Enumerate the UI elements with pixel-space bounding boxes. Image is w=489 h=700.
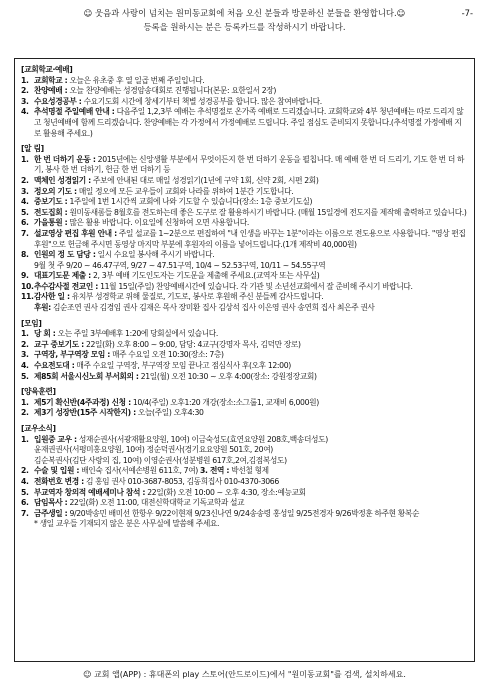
item-body	[34, 445, 468, 456]
item-label: 교회학교 :	[34, 75, 68, 85]
item-label: 금주생일 :	[34, 508, 68, 518]
item-body	[34, 107, 468, 139]
item-number: 9.	[21, 271, 29, 281]
item-body	[34, 340, 468, 351]
announcements-content	[21, 65, 468, 655]
item-label: 추석명절 주일예배 안내 :	[34, 107, 115, 117]
item-body	[34, 187, 468, 198]
item-number: 4.	[21, 107, 29, 117]
item-text: 많은 활용 바랍니다. 이요일에 신청하여 오면 사용합니다.	[69, 218, 249, 228]
item-number: 3.	[21, 350, 29, 360]
section-heading: [알 림]	[21, 144, 44, 154]
item-number: 7.	[21, 228, 29, 238]
announcement-item	[21, 329, 468, 340]
section-heading: [교회학교·예배]	[21, 65, 73, 74]
item-label: 수요성경공부 :	[34, 96, 82, 106]
item-label: 정오의 기도 :	[34, 186, 77, 196]
section-heading: [양육훈련]	[21, 387, 56, 397]
register-line: 등록을 원하시는 분은 등록카드를 작성하시기 바랍니다.	[143, 22, 346, 32]
announcement-item	[21, 187, 468, 198]
item-body	[34, 456, 468, 467]
item-body	[34, 86, 468, 97]
item-text: 성재순권사(서광재활요양원, 10여) 이금숙성도(효연요양원 208호,백송더성도)	[78, 434, 328, 444]
item-label: 제85회 서울시신노회 부서회의 :	[34, 371, 139, 381]
item-body	[34, 155, 468, 176]
section-heading: [교우소식]	[21, 424, 56, 433]
item-number: 8.	[21, 250, 29, 260]
item-label: 맥체인 성경읽기 :	[34, 175, 91, 185]
item-body	[34, 250, 468, 261]
item-label: 설교영상 편집 후원 안내 :	[34, 228, 117, 238]
item-label: 중보기도 :	[34, 197, 68, 207]
item-number	[21, 519, 34, 530]
announcement-item	[21, 372, 468, 383]
item-body	[34, 498, 468, 509]
announcement-item	[21, 509, 468, 520]
item-text: 22일(화) 오전 11:00, 대전신학대학교 기독교학과 설교	[69, 498, 245, 508]
item-label: 담임목사 :	[34, 498, 68, 508]
item-number: 2.	[21, 86, 29, 96]
item-text: 주보에 안내된 대로 매일 성경읽기(1년에 구약 1회, 신약 2회, 시편 2회)	[93, 175, 319, 185]
item-body	[34, 488, 468, 499]
item-number: 5.	[21, 371, 29, 381]
item-text: 오늘은 유초중 후 열 일곱 번째 주일입니다.	[69, 75, 205, 85]
item-number: 1.	[21, 397, 29, 407]
item-label: 구역장, 부구역장 모임 :	[34, 350, 110, 360]
section-heading: [모임]	[21, 318, 42, 328]
item-number: 6.	[21, 498, 29, 508]
item-number: 1.	[21, 329, 29, 339]
item-text: 오늘(주일) 오후4:30	[137, 408, 204, 418]
item-body	[34, 398, 468, 409]
item-body	[34, 208, 468, 219]
item-number: 2.	[21, 408, 29, 418]
item-text: 다음주일 1,2,3부 예배는 추석명절로 온가족 예배로 드리겠습니다. 교회학교와 4부 청년예배는 따로 드리지 않고 청년예배에 함께 드리겠습니다. 찬양예배는 각 가정에서 가정예배로 드립니다. 주일 점심도 준비되지 못합니다.(추석명절 가정예배 지로 활용해 주세요.)	[34, 107, 464, 138]
item-text: 22일(화) 오전 10:00 ~ 오후 4:30, 장소:예능교회	[147, 487, 306, 497]
item-text: 수요기도회 시간에 창세기부터 책별 성경공부를 합니다. 많은 참여바랍니다.	[83, 96, 322, 106]
item-number: 3.	[21, 186, 29, 196]
announcement-item	[21, 176, 468, 187]
item-text: 원미동새롬들 8월호를 전도하는데 좋은 도구로 잘 활용하시기 바랍니다. (매월 15일경에 전도지를 제작해 출력하고 있습니다.)	[69, 207, 467, 217]
item-text: 매주 수요일 구역장, 부구역장 모임 끝나고 점심식사 후(오후 12:00)	[76, 361, 291, 371]
item-label: 전도집회 :	[34, 207, 68, 217]
announcement-item	[21, 456, 468, 467]
item-text: 11월 15일(주일) 찬양예배시간에 있습니다. 각 기관 및 소년선교회에서 잘 준비해 주시기 바랍니다.	[100, 281, 413, 291]
announcement-item	[21, 107, 468, 139]
item-label: 제3기 성장반(15주 시작한지) :	[34, 408, 136, 418]
item-body	[34, 197, 468, 208]
announcement-item	[21, 466, 468, 477]
announcement-item	[21, 229, 468, 250]
item-text: * 생일 교우들 기재되지 않은 분은 사무실에 말씀해 주세요.	[34, 519, 220, 529]
item-extra-text: 박선철 형제	[231, 466, 269, 476]
item-label: 후원:	[34, 303, 51, 313]
item-body	[34, 329, 468, 340]
item-body	[34, 361, 468, 372]
item-number	[21, 456, 34, 467]
announcement-item	[21, 361, 468, 372]
item-label: 찬양예배 :	[34, 86, 68, 96]
item-number: 4.	[21, 361, 29, 371]
item-text: 1주일에 1번 1시간씩 교회에 나와 기도할 수 있습니다(장소: 1층 중보기도실)	[69, 197, 313, 207]
item-number: 4.	[21, 197, 29, 207]
item-number: 1.	[21, 434, 29, 444]
announcement-item	[21, 271, 468, 282]
announcement-item	[21, 519, 468, 530]
item-text: 윤재권권사(서평미홍요양원, 10여) 정순덕권사(경기요요양원 501호, 20여)	[34, 445, 273, 455]
item-body	[34, 466, 468, 477]
item-text: 2015년에는 신앙생활 부분에서 무엇이든지 한 번 더하기 운동을 펼칩니다. 매 예배 한 번 더 드리기, 기도 한 번 더 하기, 봉사 한 번 더하기, 헌금 한 번 더하기 등	[34, 154, 465, 175]
item-text: 일시 수요일 봉사해 주시기 바랍니다.	[97, 250, 215, 260]
announcement-item	[21, 261, 468, 272]
item-text: 오늘 찬양예배는 성경암송대회로 진행됩니다(본문: 요한일서 2장)	[69, 86, 276, 96]
item-label: 교구 중보기도 :	[34, 339, 84, 349]
item-body	[34, 261, 468, 272]
announcement-item	[21, 208, 468, 219]
item-body	[34, 271, 468, 282]
announcement-item	[21, 350, 468, 361]
item-body	[34, 176, 468, 187]
item-label: 부교역자 창의적 예배세미나 참석 :	[34, 487, 146, 497]
announcement-item	[21, 445, 468, 456]
item-body	[34, 303, 468, 314]
item-text: 주일 설교를 1~2분으로 편집하여 "내 인생을 바꾸는 1분"이라는 이름으로 전도용으로 사용합니다. "영상 편집 후원"으로 헌금해 주시면 동영상 마지막 부분에 후원자의 이름을 넣어드립니다.(1개 제작비 40,000원)	[34, 228, 466, 249]
announcements-box	[14, 58, 475, 662]
item-number: 2.	[21, 339, 29, 349]
item-label: 입원중 교우 :	[34, 434, 77, 444]
item-text: 김순복권사(김단 사랑의 집, 10여) 이영순권사(성분병원 617호,2여,김점복성도)	[34, 455, 287, 465]
item-text: 매주 수요일 오전 10:30(장소: 7층)	[112, 350, 224, 360]
item-text: 22일(화) 오후 8:00 ~ 9:00, 담당: 4교구(강명자 목사, 김덕만 장로)	[85, 339, 301, 349]
item-body	[34, 477, 468, 488]
item-text: 오는 주일 3부예배후 1:20에 당회실에서 있습니다.	[57, 329, 218, 339]
announcement-item	[21, 477, 468, 488]
item-body	[34, 282, 468, 293]
item-extra-label: 3. 전역 :	[200, 466, 230, 476]
announcement-item	[21, 292, 468, 303]
item-number: 11.	[21, 292, 34, 302]
announcement-item	[21, 86, 468, 97]
item-number: 1.	[21, 154, 29, 164]
page-header	[12, 6, 477, 34]
item-text: 9월 첫 주 9/20 ~ 46.47구역, 9/27 ~ 47.51구역, 10/4 ~ 52.53구역, 10/11 ~ 54.55구역	[34, 260, 326, 270]
announcement-item	[21, 435, 468, 446]
announcement-item	[21, 250, 468, 261]
announcement-item	[21, 303, 468, 314]
item-label: 당 회 :	[34, 329, 56, 339]
item-body	[34, 509, 468, 520]
item-text: 배인숙 집사(서예손병원 611호, 7여)	[81, 466, 198, 476]
item-body	[34, 76, 468, 87]
item-label: 가을통원 :	[34, 218, 68, 228]
welcome-line: ☺ 웃음과 사랑이 넘치는 원미동교회에 처음 오신 분들과 방문하신 분들을 환영합니다.☺	[83, 8, 406, 18]
item-label: 전화번호 변경 :	[34, 476, 84, 486]
footer-app-notice: ☺ 교회 앱(APP) : 휴대폰의 play 스토어(안드로이드)에서 "원미동교회"를 검색, 설치하세요.	[83, 670, 406, 679]
item-number: 2.	[21, 466, 29, 476]
announcement-item	[21, 398, 468, 409]
item-label: 대표기도문 제출 :	[34, 271, 91, 281]
announcement-item	[21, 97, 468, 108]
item-text: 매일 정오에 모든 교우들이 교회와 나라를 위하여 1분간 기도합니다.	[78, 186, 294, 196]
item-number: 2.	[21, 175, 29, 185]
item-text: 9/20박송민 배미선 한항우 9/22이현재 9/23신나연 9/24송송령 홍성일 9/25전경자 9/26박정훈 하주현 황복순	[69, 508, 420, 518]
item-number: 5.	[21, 207, 29, 217]
item-label: 감사한 일 :	[34, 292, 70, 302]
item-number: 3.	[21, 96, 29, 106]
item-body	[34, 350, 468, 361]
item-body	[34, 218, 468, 229]
announcement-item	[21, 498, 468, 509]
item-number	[21, 445, 34, 456]
item-text: 2, 3부 예배 기도인도자는 기도문을 제출해 주세요.(교역자 또는 사무실)	[93, 271, 320, 281]
item-body	[34, 229, 468, 250]
page-number: -7-	[461, 8, 473, 18]
item-text: 유치부 성경학교 위해 물질로, 기도로, 봉사로 후원해 주신 분들께 감사드립니다.	[71, 292, 324, 302]
item-number: 10.	[21, 281, 34, 291]
announcement-item	[21, 218, 468, 229]
item-text: 김 홍임 권사 010-3687-8053, 김동희집사 010-4370-3066	[85, 476, 279, 486]
announcement-item	[21, 488, 468, 499]
item-body	[34, 292, 468, 303]
item-body	[34, 519, 468, 530]
announcement-item	[21, 282, 468, 293]
item-label: 수요전도대 :	[34, 361, 75, 371]
item-number	[21, 303, 34, 314]
item-label: 수술 및 입원 :	[34, 466, 80, 476]
item-body	[34, 435, 468, 446]
item-number: 6.	[21, 218, 29, 228]
item-number: 1.	[21, 75, 29, 85]
announcement-item	[21, 197, 468, 208]
announcement-item	[21, 340, 468, 351]
announcement-item	[21, 408, 468, 419]
item-text: 김순조연 권사 김경임 권사 김재은 목사 장미환 집사 김상석 집사 이은영 권사 송연희 집사 최은주 권사	[52, 303, 375, 313]
item-body	[34, 372, 468, 383]
item-number	[21, 261, 34, 272]
item-number: 5.	[21, 487, 29, 497]
item-label: 한 번 더하기 운동 :	[34, 154, 96, 164]
item-text: 10/4(주일) 오후1:20 개강(장소:소그룹1, 교재비 6,000원)	[132, 397, 319, 407]
item-body	[34, 408, 468, 419]
announcement-item	[21, 76, 468, 87]
item-label: 추수감사절 전교인 :	[34, 281, 98, 291]
item-number: 4.	[21, 476, 29, 486]
item-label: 제5기 확신반(4주과정) 신청 :	[34, 397, 131, 407]
item-number: 7.	[21, 508, 29, 518]
announcement-item	[21, 155, 468, 176]
item-label: 인원의 정 도 담당 :	[34, 250, 96, 260]
item-text: 21일(월) 오전 10:30 ~ 오후 4:00(장소: 강원정장교회)	[140, 371, 317, 381]
item-body	[34, 97, 468, 108]
